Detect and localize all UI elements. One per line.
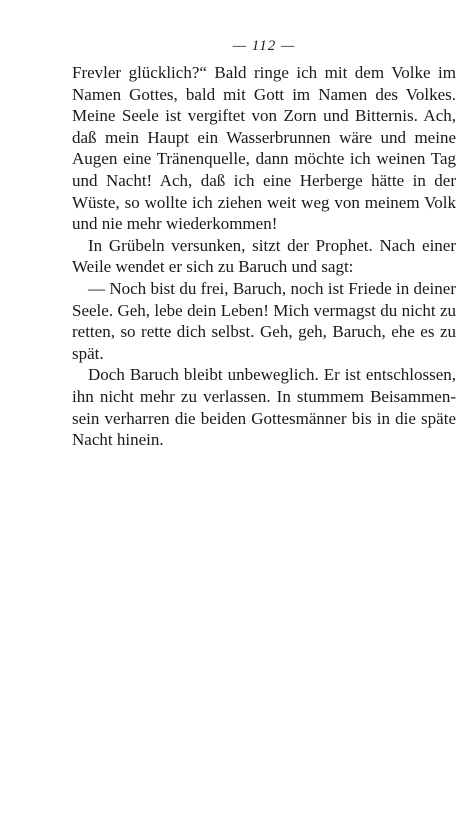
text-line: sein verharren die beiden Gottesmänner bis in die späte [72,408,456,428]
text-line: Wüste, so wollte ich ziehen weit weg von meinem Volk [72,192,456,212]
text-line: ihn nicht mehr zu verlassen. In stummem Beisammen- [72,386,456,406]
text-line: Meine Seele ist vergiftet von Zorn und Bitternis. Ach, [72,106,456,126]
text-line: Namen Gottes, bald mit Gott im Namen des Volkes. [72,84,456,104]
book-page [72,36,456,451]
text-line: Seele. Geh, lebe dein Leben! Mich vermagst du nicht zu [72,300,456,320]
text-line: spät. [72,343,104,363]
text-line: und Nacht! Ach, daß ich eine Herberge hätte in der [72,170,456,190]
body-text [72,62,456,451]
text-line: Nacht hinein. [72,430,164,450]
paragraph-3 [72,278,456,364]
paragraph-2 [72,235,456,278]
paragraph-1 [72,62,456,235]
text-line: daß mein Haupt ein Wasserbrunnen wäre und meine [72,127,456,147]
text-line: und nie mehr wiederkommen! [72,214,278,234]
text-line: Weile wendet er sich zu Baruch und sagt: [72,257,354,277]
text-line: Frevler glücklich?“ Bald ringe ich mit dem Volke im [72,63,456,82]
text-line: — Noch bist du frei, Baruch, noch ist Friede in deiner [88,278,456,298]
paragraph-4 [72,364,456,450]
text-line: Doch Baruch bleibt unbeweglich. Er ist entschlossen, [88,365,456,385]
text-line: In Grübeln versunken, sitzt der Prophet. Nach einer [88,235,456,255]
page-number: — 112 — [232,38,296,54]
text-line: Augen eine Tränenquelle, dann möchte ich weinen Tag [72,149,456,169]
text-line: retten, so rette dich selbst. Geh, geh, Baruch, ehe es zu [72,322,456,342]
